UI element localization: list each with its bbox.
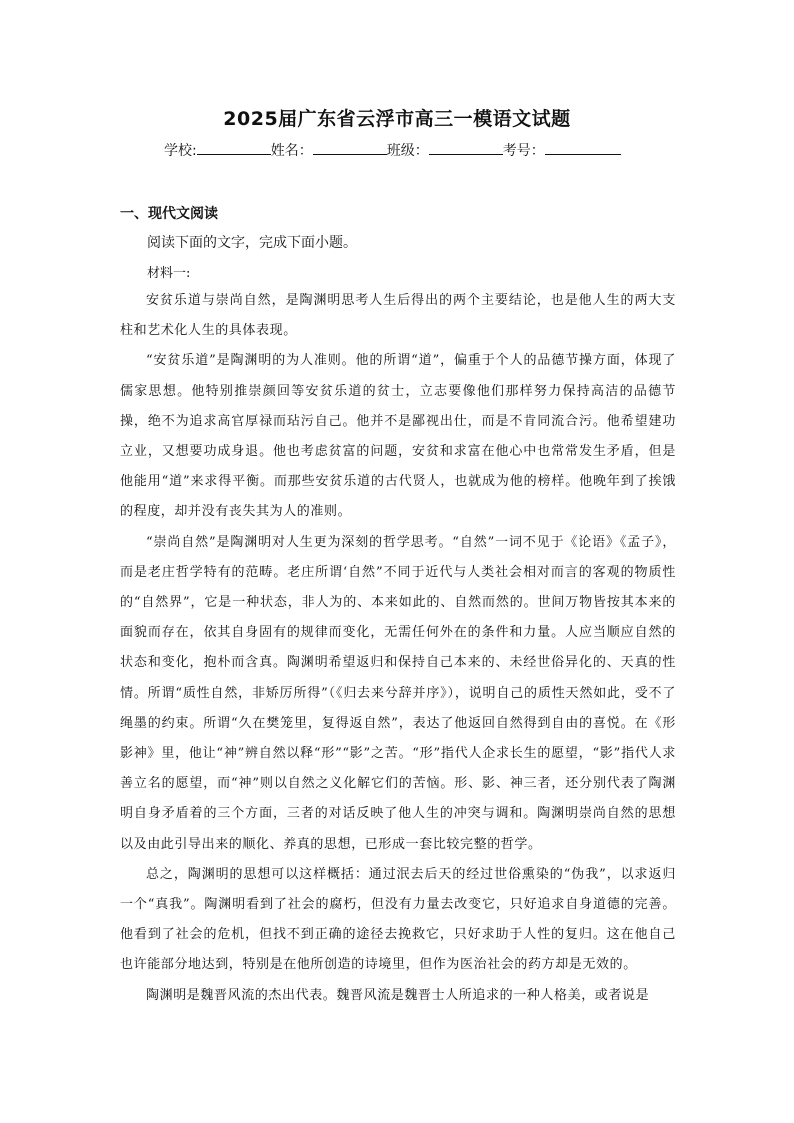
school-label: 学校:: [164, 143, 197, 159]
student-info-line: [164, 140, 644, 160]
paragraph: 安贫乐道与崇尚自然，是陶渊明思考人生后得出的两个主要结论，也是他人生的两大支柱和艺术化人生的具体表现。: [120, 293, 676, 339]
name-field: [271, 140, 387, 160]
material-label: 材料一:: [147, 266, 191, 281]
paragraph: “安贫乐道”是陶渊明的为人准则。他的所谓“道”，偏重于个人的品德节操方面，体现了儒家思想。他特别推崇颜回等安贫乐道的贫士，立志要像他们那样努力保持高洁的品德节操，绝不为追求高官厚禄而玷污自己。他并不是鄙视出仕，而是不肯同流合污。他希望建功立业，又想要功成身退。他也考虑贫富的问题，安贫和求富在他心中也常常发生矛盾，但是他能用“道”来求得平衡。而那些安贫乐道的古代贤人，也就成为他的榜样。他晚年到了挨饿的程度，却并没有丧失其为人的准则。: [120, 353, 676, 520]
class-blank: [429, 140, 503, 155]
class-field: [387, 140, 503, 160]
section-heading: 一、现代文阅读: [120, 206, 218, 222]
document-title: 2025届广东省云浮市高三一模语文试题: [223, 108, 571, 130]
exam-number-label: 考号：: [502, 143, 545, 159]
exam-number-blank: [545, 140, 621, 155]
school-blank: [197, 140, 271, 155]
name-blank: [313, 140, 387, 155]
paragraph: “崇尚自然”是陶渊明对人生更为深刻的哲学思考。“自然”一词不见于《论语》《孟子》，而是老庄哲学特有的范畴。老庄所谓‘自然”不同于近代与人类社会相对而言的客观的物质性的“自然界”，它是一种状态，非人为的、本来如此的、自然而然的。世间万物皆按其本来的面貌而存在，依其自身固有的规律而变化，无需任何外在的条件和力量。人应当顺应自然的状态和变化，抱朴而含真。陶渊明希望返归和保持自己本来的、未经世俗异化的、天真的性情。所谓“质性自然，非矫厉所得”（《归去来兮辞并序》），说明自己的质性天然如此，受不了绳墨的约束。所谓“久在樊笼里，复得返自然”，表达了他返回自然得到自由的喜悦。在《形影神》里，他让“神”辨自然以释“形”“影”之苦。“形”指代人企求长生的愿望，“影”指代人求善立名的愿望，而“神”则以自然之义化解它们的苦恼。形、影、神三者，还分别代表了陶渊明自身矛盾着的三个方面，三者的对话反映了他人生的冲突与调和。陶渊明崇尚自然的思想以及由此引导出来的顺化、养真的思想，已形成一套比较完整的哲学。: [120, 534, 676, 852]
reading-instruction: 阅读下面的文字，完成下面小题。: [147, 235, 357, 251]
school-field: [164, 140, 271, 160]
paragraph: 陶渊明是魏晋风流的杰出代表。魏晋风流是魏晋士人所追求的一种人格美，或者说是: [146, 987, 650, 1003]
name-label: 姓名：: [270, 143, 313, 159]
paragraph: 总之，陶渊明的思想可以这样概括：通过泯去后天的经过世俗熏染的“伪我”，以求返归一个“真我”。陶渊明看到了社会的腐朽，但没有力量去改变它，只好追求自身道德的完善。他看到了社会的危机，但找不到正确的途径去挽救它，只好求助于人性的复归。这在他自己也许能部分地达到，特别是在他所创造的诗境里，但作为医治社会的药方却是无效的。: [120, 866, 676, 973]
class-label: 班级：: [386, 143, 429, 159]
exam-number-field: [503, 140, 621, 160]
material-body: [120, 286, 676, 1011]
